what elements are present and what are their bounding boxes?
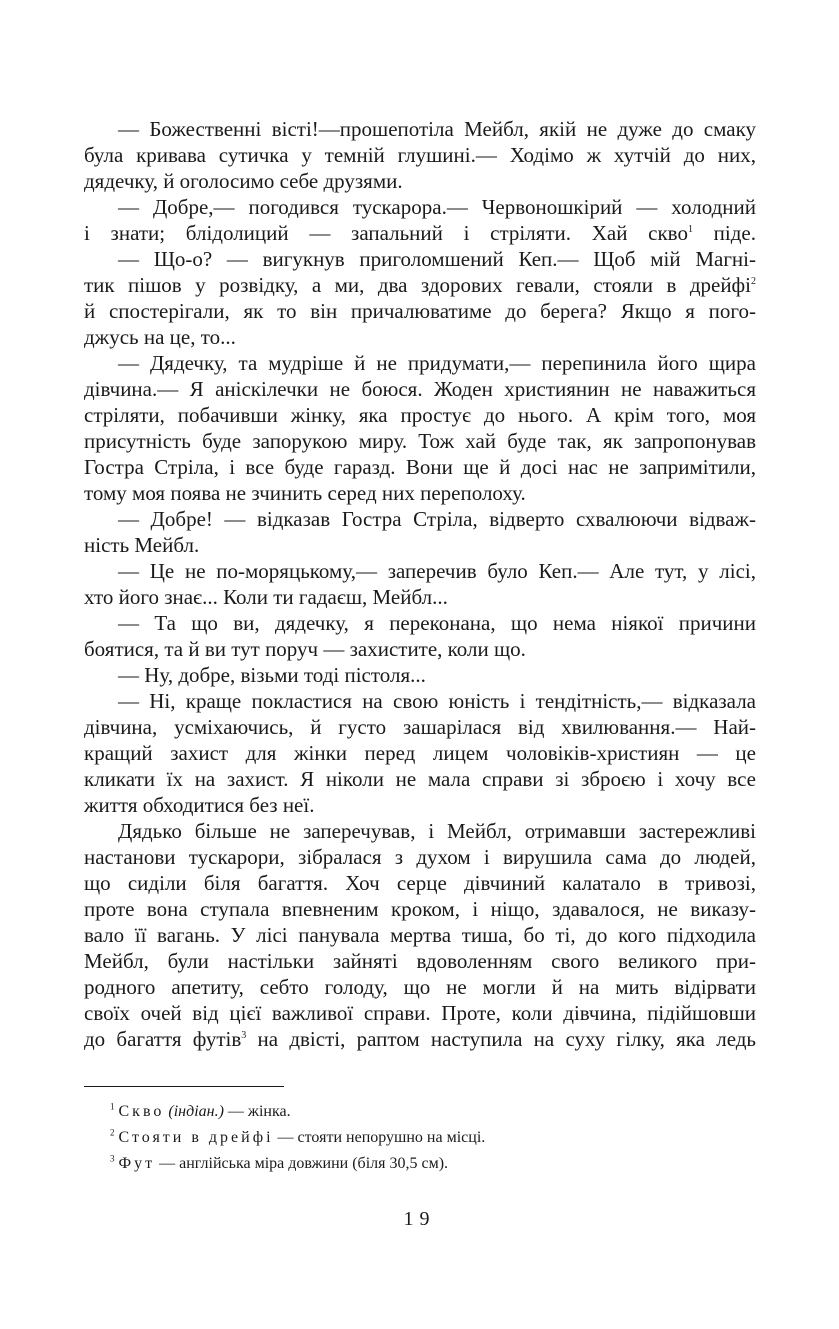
text-line: — Ні, краще покластися на свою юність і тендітність,— відказала <box>118 689 756 713</box>
footnote-term: Скво <box>118 1103 165 1120</box>
footnote-number: 3 <box>110 1153 115 1164</box>
footnote-1 <box>110 1099 750 1125</box>
footnote-term: Фут <box>118 1155 156 1172</box>
footnote-ref-2[interactable]: 2 <box>751 276 756 287</box>
footnotes <box>110 1099 750 1177</box>
footnote-number: 2 <box>110 1127 115 1138</box>
text-line: життя обходитися без неї. <box>84 793 315 817</box>
text-line: вало її вагань. У лісі панувала мертва тиша, бо ті, до кого підходила <box>84 923 756 947</box>
text-line: настанови тускарори, зібралася з духом і вирушила сама до людей, <box>84 845 756 869</box>
text-line <box>84 272 756 298</box>
text-segment: і знати; блідолиций — запальний і стріляти. Хай скво <box>84 221 688 245</box>
text-line: — Це не по-моряцькому,— заперечив було Кеп.— Але тут, у лісі, <box>118 559 756 583</box>
text-line: Гостра Стріла, і все буде гаразд. Вони ще й досі нас не запримітили, <box>84 455 756 479</box>
text-line: Дядько більше не заперечував, і Мейбл, отримавши застережливі <box>118 819 756 843</box>
footnote-text: — англійська міра довжини (біля 30,5 см). <box>159 1155 449 1172</box>
text-line: — Добре! — відказав Гостра Стріла, відверто схвалюючи відваж- <box>118 507 756 531</box>
footnote-text: — стояти непорушно на місці. <box>277 1129 486 1146</box>
text-line: — Божественні вісті!—прошепотіла Мейбл, якій не дуже до смаку <box>118 117 756 141</box>
body-text <box>84 116 756 1052</box>
text-line <box>84 220 756 246</box>
text-line: дядечку, й оголосимо себе друзями. <box>84 169 403 193</box>
text-line: — Добре,— погодився тускарора.— Червоношкірий — холодний <box>118 195 756 219</box>
text-line: дівчина, усміхаючись, й густо зашарілася від хвилювання.— Най- <box>84 715 756 739</box>
text-line: присутність буде запорукою миру. Тож хай буде так, як запропонував <box>84 429 756 453</box>
text-line <box>84 1026 756 1052</box>
text-line: хто його знає... Коли ти гадаєш, Мейбл... <box>84 585 448 609</box>
text-line: ність Мейбл. <box>84 533 200 557</box>
text-line: джусь на це, то... <box>84 325 236 349</box>
page-number: 19 <box>403 1208 436 1230</box>
text-segment: піде. <box>713 221 756 245</box>
text-line: кликати їх на захист. Я ніколи не мала справи зі зброєю і хочу все <box>84 767 756 791</box>
text-line: була кривава сутичка у темній глушині.— Ходімо ж хутчій до них, <box>84 143 756 167</box>
text-line: що сиділи біля багаття. Хоч серце дівчиний калатало в тривозі, <box>84 871 756 895</box>
footnote-ref-3[interactable]: 3 <box>241 1030 247 1041</box>
text-line: — Дядечку, та мудріше й не придумати,— перепинила його щира <box>118 351 756 375</box>
footnote-ref-1[interactable]: 1 <box>687 224 693 235</box>
footnote-text: — жінка. <box>227 1103 291 1120</box>
text-line: своїх очей від цієї важливої справи. Проте, коли дівчина, підійшовши <box>84 1001 756 1025</box>
text-line: — Що-о? — вигукнув приголомшений Кеп.— Щоб мій Магні- <box>118 247 756 271</box>
text-segment: до багаття футів <box>84 1027 242 1051</box>
footnote-number: 1 <box>110 1101 115 1112</box>
text-line: стріляти, побачивши жінку, яка простує до нього. А крім того, моя <box>84 403 756 427</box>
footnote-divider <box>84 1086 284 1087</box>
text-line: — Та що ви, дядечку, я переконана, що нема ніякої причини <box>118 611 756 635</box>
text-line: кращий захист для жінки перед лицем чоловіків-християн — це <box>84 741 756 765</box>
text-line: проте вона ступала впевненим кроком, і ніщо, здавалося, не виказу- <box>84 897 756 921</box>
text-line: Мейбл, були настільки зайняті вдоволенням свого великого при- <box>84 949 756 973</box>
text-line: й спостерігали, як то він причалюватиме до берега? Якщо я пого- <box>84 299 756 323</box>
footnote-3 <box>110 1151 750 1177</box>
text-segment: тик пішов у розвідку, а ми, два здорових гевали, стояли в дрейфі <box>84 273 751 297</box>
text-line: дівчина.— Я аніскілечки не боюся. Жоден християнин не наважиться <box>84 377 756 401</box>
footnote-term-note: (індіан.) <box>168 1103 224 1120</box>
footnote-term: Стояти в дрейфі <box>118 1129 274 1146</box>
footnote-2 <box>110 1125 750 1151</box>
text-line: тому моя поява не зчинить серед них переполоху. <box>84 481 526 505</box>
text-line: родного апетиту, себто голоду, що не могли й на мить відірвати <box>84 975 756 999</box>
text-line: — Ну, добре, візьми тоді пістоля... <box>118 663 426 687</box>
text-segment: на двісті, раптом наступила на суху гілку, яка ледь <box>257 1027 756 1051</box>
text-line: боятися, та й ви тут поруч — захистите, коли що. <box>84 637 526 661</box>
